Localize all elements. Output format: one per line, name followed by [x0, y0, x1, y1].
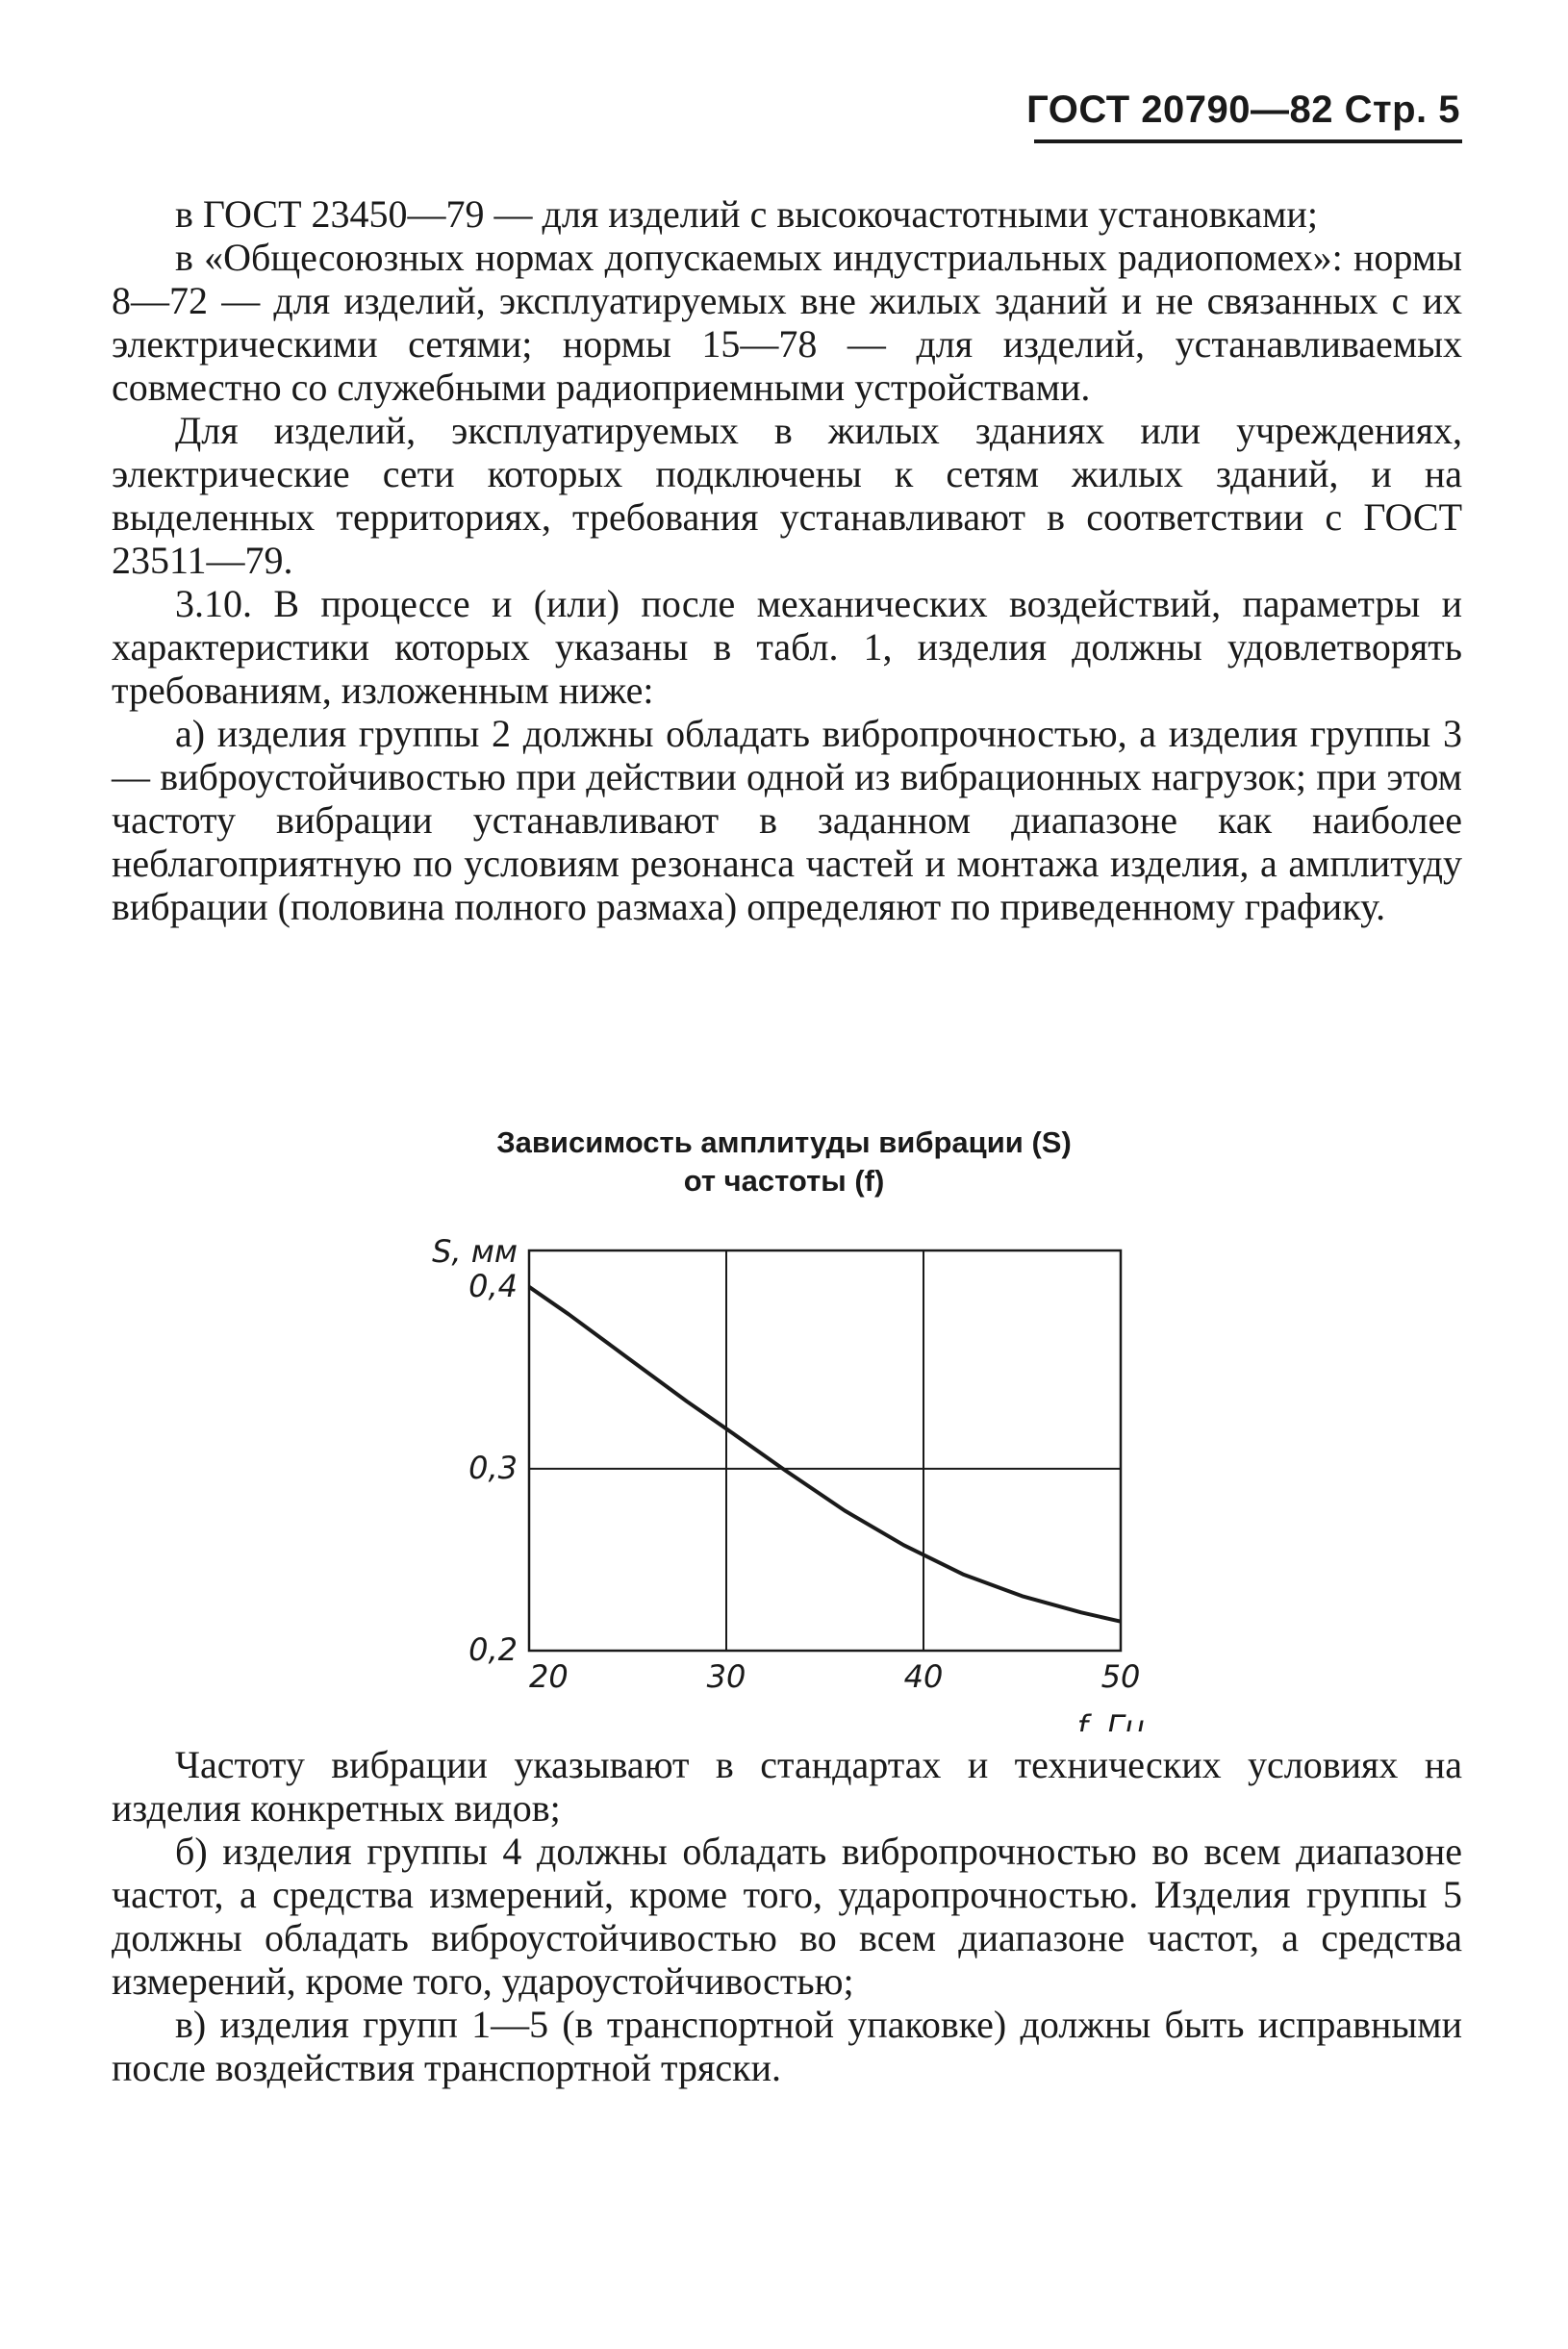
text-block-top [112, 192, 1462, 928]
text-block-bottom [112, 1743, 1462, 2089]
x-tick-label: 30 [706, 1658, 746, 1695]
y-tick-label: 0,4 [468, 1267, 518, 1304]
paragraph: в) изделия групп 1—5 (в транспортной упаковке) должны быть исправными после воздействия транспортной тряски. [112, 2003, 1462, 2089]
x-tick-label: 40 [903, 1658, 944, 1695]
plot-frame [529, 1250, 1121, 1651]
page-header: ГОСТ 20790—82 Стр. 5 [1026, 88, 1460, 131]
amplitude-frequency-chart [423, 1222, 1154, 1736]
header-rule [1034, 139, 1462, 143]
chart-title-line2: от частоты (f) [683, 1164, 885, 1198]
x-axis-label: f, Гц [1076, 1708, 1146, 1731]
paragraph: в «Общесоюзных нормах допускаемых индустриальных радиопомех»: нормы 8—72 — для изделий, эксплуатируемых вне жилых зданий и не связанных с их электрическими сетями; нормы 15—78 — для изделий, устанавливаемых совместно со служебными радиоприемными устройствами. [112, 236, 1462, 409]
y-tick-label: 0,3 [468, 1449, 518, 1486]
x-tick-label: 50 [1100, 1658, 1141, 1695]
y-tick-label: 0,2 [468, 1631, 518, 1668]
paragraph: 3.10. В процессе и (или) после механических воздействий, параметры и характеристики которых указаны в табл. 1, изделия должны удовлетворять требованиям, изложенным ниже: [112, 582, 1462, 712]
y-axis-label: S, мм [432, 1233, 518, 1270]
x-tick-label: 20 [529, 1658, 569, 1695]
paragraph: в ГОСТ 23450—79 — для изделий с высокочастотными установками; [175, 192, 1318, 236]
paragraph: а) изделия группы 2 должны обладать вибропрочностью, а изделия группы 3 — виброустойчивостью при действии одной из вибрационных нагрузок; при этом частоту вибрации устанавливают в заданном диапазоне как наиболее неблагоприятную по условиям резонанса частей и монтажа изделия, а амплитуду вибрации (половина полного размаха) определяют по приведенному графику. [112, 712, 1462, 928]
chart-title [0, 1124, 1568, 1200]
paragraph: б) изделия группы 4 должны обладать вибропрочностью во всем диапазоне частот, а средства измерений, кроме того, ударопрочностью. Изделия группы 5 должны обладать виброустойчивостью во всем диапазоне частот, а средства измерений, кроме того, удароустойчивостью; [112, 1830, 1462, 2003]
paragraph: Частоту вибрации указывают в стандартах и технических условиях на изделия конкретных видов; [112, 1743, 1462, 1830]
paragraph: Для изделий, эксплуатируемых в жилых зданиях или учреждениях, электрические сети которых подключены к сетям жилых зданий, и на выделенных территориях, требования устанавливают в соответствии с ГОСТ 23511—79. [112, 409, 1462, 582]
chart-svg [423, 1222, 1154, 1731]
series-line [529, 1287, 1121, 1622]
chart-title-line1: Зависимость амплитуды вибрации (S) [496, 1125, 1072, 1159]
